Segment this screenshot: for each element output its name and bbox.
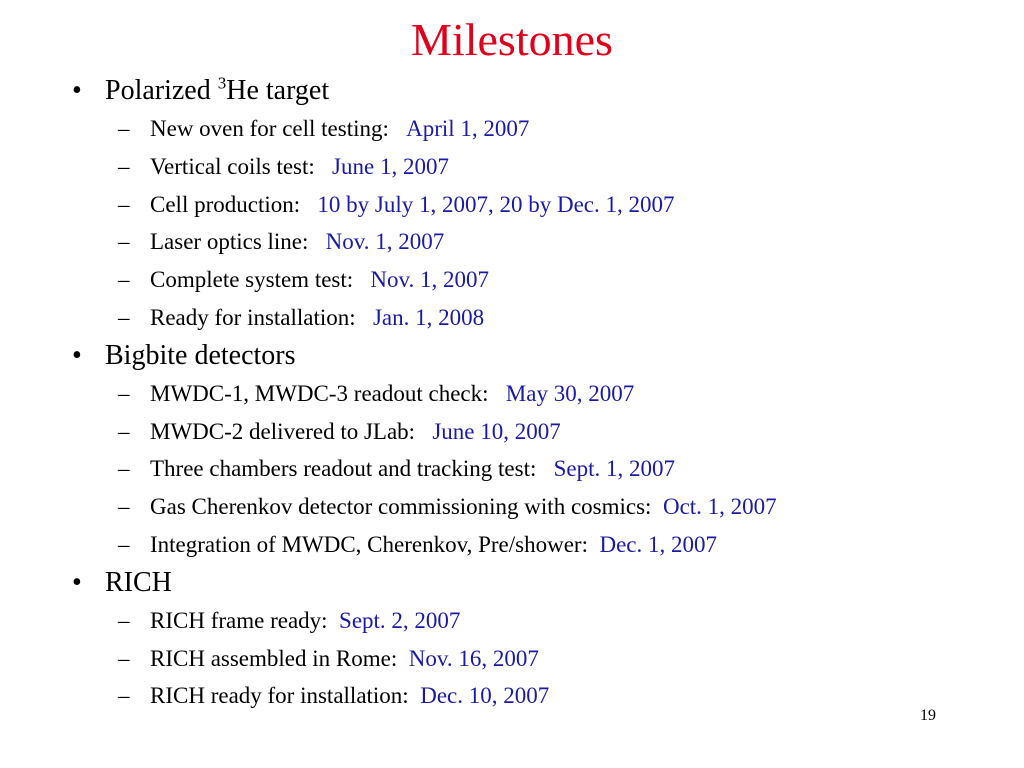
dash-icon: – <box>118 267 130 293</box>
section-polarized-he-target <box>72 72 992 337</box>
dash-icon: – <box>118 116 130 141</box>
milestone-list <box>72 602 992 715</box>
dash-icon: – <box>118 304 130 330</box>
dash-icon: – <box>118 229 130 255</box>
milestone-date: Sept. 2, 2007 <box>339 607 461 633</box>
dash-icon: – <box>118 683 130 709</box>
bullet-icon: • <box>72 566 82 598</box>
milestone-date: Sept. 1, 2007 <box>553 456 676 482</box>
milestone-label: New oven for cell testing: <box>150 116 389 141</box>
milestone-label: Laser optics line: <box>150 229 309 255</box>
milestone-item <box>72 186 992 224</box>
milestone-item <box>72 413 992 451</box>
milestone-label: Three chambers readout and tracking test: <box>150 456 537 482</box>
milestone-date: 10 by July 1, 2007, 20 by Dec. 1, 2007 <box>317 191 675 217</box>
section-rich <box>72 564 992 715</box>
milestone-item <box>72 526 992 564</box>
dash-icon: – <box>118 531 130 557</box>
milestone-item <box>72 110 992 148</box>
milestone-item <box>72 223 992 261</box>
milestone-date: Dec. 1, 2007 <box>599 531 717 557</box>
milestone-label: RICH assembled in Rome: <box>150 645 398 671</box>
milestone-item <box>72 299 992 337</box>
milestone-date: Jan. 1, 2008 <box>372 304 485 330</box>
section-heading <box>72 72 992 110</box>
heading-prefix: Polarized <box>105 75 218 106</box>
milestone-item <box>72 261 992 299</box>
milestone-label: Complete system test: <box>150 267 354 293</box>
milestone-date: June 10, 2007 <box>432 418 561 444</box>
slide-title: Milestones <box>411 14 613 65</box>
dash-icon: – <box>118 456 130 482</box>
dash-icon: – <box>118 494 130 520</box>
milestone-date: Nov. 1, 2007 <box>325 229 445 255</box>
milestone-date: Oct. 1, 2007 <box>662 494 777 520</box>
milestone-item <box>72 450 992 488</box>
milestone-label: RICH ready for installation: <box>150 683 409 709</box>
dash-icon: – <box>118 153 130 179</box>
milestone-label: Cell production: <box>150 191 301 217</box>
milestone-item <box>72 488 992 526</box>
section-bigbite-detectors <box>72 337 992 564</box>
dash-icon: – <box>118 418 130 444</box>
dash-icon: – <box>118 191 130 217</box>
section-heading <box>72 564 992 602</box>
milestone-label: Ready for installation: <box>150 304 356 330</box>
milestone-item <box>72 148 992 186</box>
page-number: 19 <box>920 707 936 724</box>
heading-text: Bigbite detectors <box>105 339 296 371</box>
dash-icon: – <box>118 645 130 671</box>
heading-suffix: He target <box>226 75 330 106</box>
milestone-label: Vertical coils test: <box>150 153 315 179</box>
milestone-date: June 1, 2007 <box>332 153 449 179</box>
dash-icon: – <box>118 607 130 633</box>
milestone-date: Nov. 16, 2007 <box>408 645 539 671</box>
bullet-icon: • <box>72 339 82 371</box>
milestone-item <box>72 602 992 640</box>
milestone-date: Nov. 1, 2007 <box>370 267 490 293</box>
milestone-item <box>72 640 992 678</box>
milestone-label: MWDC-1, MWDC-3 readout check: <box>150 380 489 406</box>
heading-superscript: 3 <box>217 73 227 93</box>
dash-icon: – <box>118 380 130 406</box>
milestone-item <box>72 375 992 413</box>
milestone-label: RICH frame ready: <box>150 607 328 633</box>
milestone-list <box>72 110 992 337</box>
milestone-date: May 30, 2007 <box>505 380 635 406</box>
slide-content <box>72 72 992 715</box>
milestone-date: April 1, 2007 <box>406 116 530 141</box>
heading-text: RICH <box>105 566 172 598</box>
milestone-list <box>72 375 992 564</box>
milestone-label: Gas Cherenkov detector commissioning with cosmics: <box>150 494 652 520</box>
section-heading <box>72 337 992 375</box>
milestone-label: Integration of MWDC, Cherenkov, Pre/shower: <box>150 531 588 557</box>
bullet-icon: • <box>72 75 82 106</box>
milestone-date: Dec. 10, 2007 <box>420 683 550 709</box>
milestone-item <box>72 677 992 715</box>
milestone-label: MWDC-2 delivered to JLab: <box>150 418 416 444</box>
